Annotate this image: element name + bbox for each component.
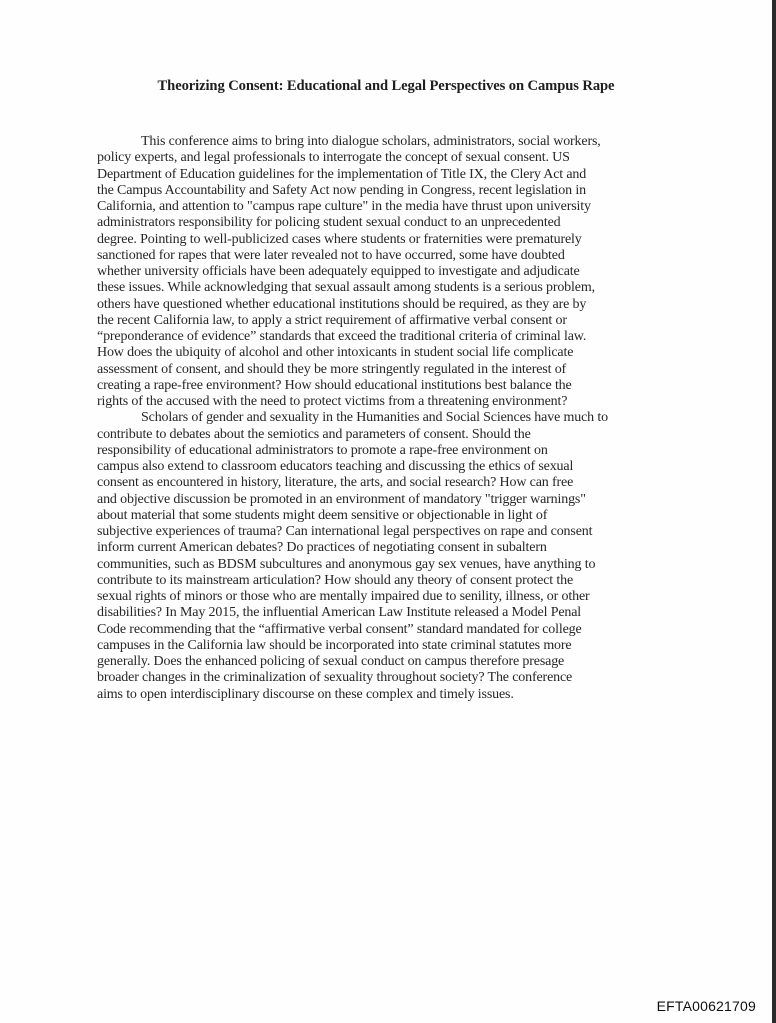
text-line: communities, such as BDSM subcultures and anonymous gay sex venues, have anything to bbox=[97, 556, 596, 572]
text-line: aims to open interdisciplinary discourse on these complex and timely issues. bbox=[97, 686, 514, 702]
text-line: responsibility of educational administrators to promote a rape-free environment on bbox=[97, 442, 548, 458]
text-line: the Campus Accountability and Safety Act now pending in Congress, recent legislation in bbox=[97, 182, 586, 198]
paragraph-1 bbox=[97, 134, 697, 410]
text-line: Code recommending that the “affirmative verbal consent” standard mandated for college bbox=[97, 621, 582, 637]
text-line: “preponderance of evidence” standards that exceed the traditional criteria of criminal law. bbox=[97, 329, 587, 344]
text-line: these issues. While acknowledging that sexual assault among students is a serious problem, bbox=[97, 280, 595, 296]
text-line: administrators responsibility for policing student sexual conduct to an unprecedented bbox=[97, 215, 561, 231]
text-line: disabilities? In May 2015, the influential American Law Institute released a Model Penal bbox=[97, 605, 582, 621]
text-line: This conference aims to bring into dialogue scholars, administrators, social workers, bbox=[141, 134, 601, 149]
text-line: degree. Pointing to well-publicized cases where students or fraternities were prematurely bbox=[97, 231, 582, 247]
text-line: broader changes in the criminalization of sexuality throughout society? The conference bbox=[97, 670, 573, 686]
text-line: subjective experiences of trauma? Can international legal perspectives on rape and consent bbox=[97, 524, 593, 539]
paragraph-2 bbox=[97, 410, 697, 703]
document-id-stamp: EFTA00621709 bbox=[656, 998, 756, 1014]
text-line: Scholars of gender and sexuality in the Humanities and Social Sciences have much to bbox=[141, 410, 608, 426]
text-line: California, and attention to "campus rape culture" in the media have thrust upon university bbox=[97, 199, 591, 214]
text-line: contribute to debates about the semiotics and parameters of consent. Should the bbox=[97, 426, 531, 442]
text-line: inform current American debates? Do practices of negotiating consent in subaltern bbox=[97, 540, 547, 556]
text-line: How does the ubiquity of alcohol and other intoxicants in student social life complicate bbox=[97, 345, 574, 361]
text-line: consent as encountered in history, literature, the arts, and social research? How can free bbox=[97, 475, 574, 491]
text-line: others have questioned whether educational institutions should be required, as they are by bbox=[97, 296, 587, 312]
text-line: campus also extend to classroom educators teaching and discussing the ethics of sexual bbox=[97, 459, 574, 474]
text-line: sanctioned for rapes that were later revealed not to have occurred, some have doubted bbox=[97, 247, 565, 263]
text-line: Department of Education guidelines for the implementation of Title IX, the Clery Act and bbox=[97, 166, 587, 182]
document-body bbox=[97, 134, 697, 703]
text-line: the recent California law, to apply a strict requirement of affirmative verbal consent or bbox=[97, 312, 567, 328]
text-line: assessment of consent, and should they be more stringently regulated in the interest of bbox=[97, 361, 567, 377]
text-line: whether university officials have been adequately equipped to investigate and adjudicate bbox=[97, 264, 580, 279]
page-edge-border bbox=[772, 0, 776, 1023]
text-line: contribute to its mainstream articulation? How should any theory of consent protect the bbox=[97, 572, 574, 588]
text-line: and objective discussion be promoted in an environment of mandatory "trigger warnings" bbox=[97, 491, 586, 507]
text-line: policy experts, and legal professionals to interrogate the concept of sexual consent. US bbox=[97, 150, 570, 166]
text-line: sexual rights of minors or those who are mentally impaired due to senility, illness, or other bbox=[97, 589, 590, 604]
text-line: about material that some students might deem sensitive or objectionable in light of bbox=[97, 507, 548, 523]
text-line: rights of the accused with the need to protect victims from a threatening environment? bbox=[97, 394, 568, 409]
text-line: generally. Does the enhanced policing of sexual conduct on campus therefore presage bbox=[97, 654, 565, 669]
document-title: Theorizing Consent: Educational and Legal Perspectives on Campus Rape bbox=[157, 78, 615, 94]
text-line: creating a rape-free environment? How should educational institutions best balance the bbox=[97, 377, 572, 393]
text-line: campuses in the California law should be incorporated into state criminal statutes more bbox=[97, 637, 572, 653]
